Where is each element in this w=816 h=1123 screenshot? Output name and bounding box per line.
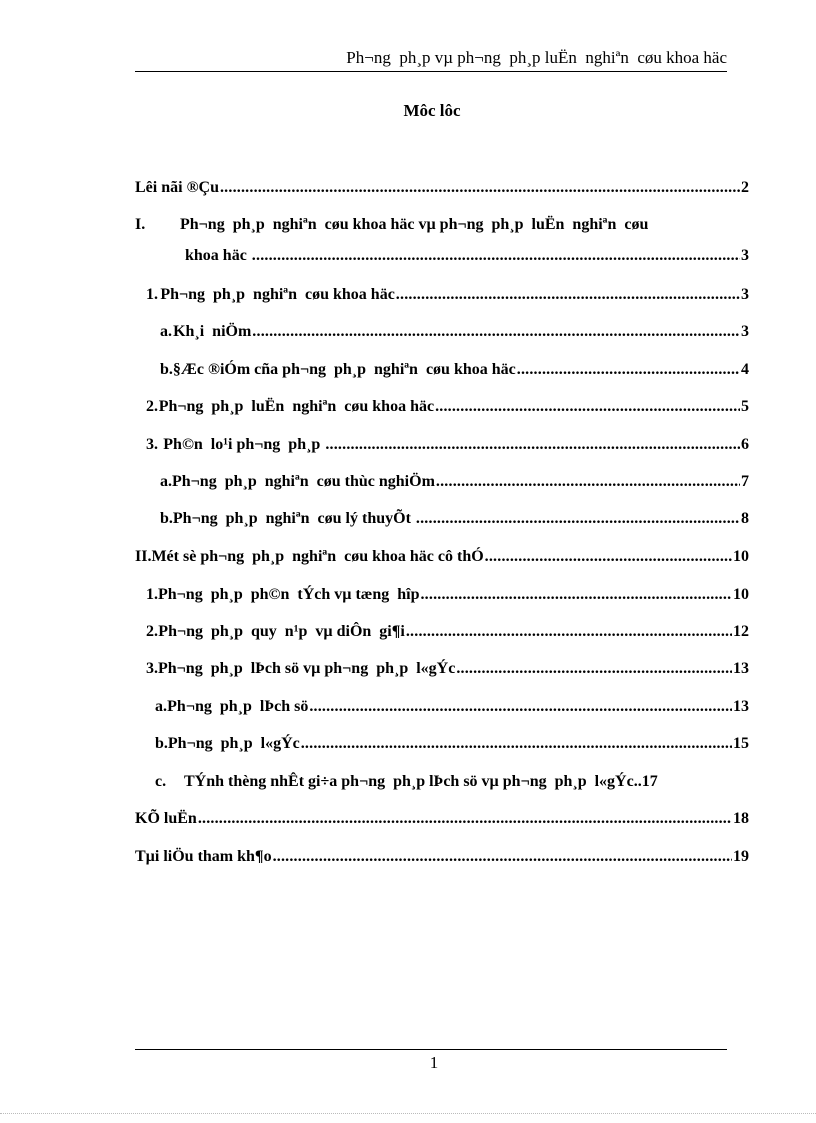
toc-leader-dots [252,322,740,342]
toc-entry-text: KÕ luËn [135,810,197,827]
toc-leader-dots [420,585,732,605]
toc-entry-2-1[interactable] [146,585,749,605]
toc-entry-text: Tµi liÖu tham kh¶o [135,848,272,865]
toc-entry-conclusion[interactable] [135,809,749,829]
toc-entry-2-3[interactable] [146,659,749,679]
page-bottom-dotted-edge [0,1113,816,1114]
toc-entry-1-3-b[interactable] [160,509,749,529]
toc-leader-dots [220,178,740,198]
toc-entry-number: 3. [146,660,158,677]
toc-entry-number: 1. [146,286,158,303]
toc-entry-text: Ph¬ng ph¸p nghiªn cøu khoa häc [160,286,395,303]
toc-entry-page: 17 [641,773,658,790]
toc-entry-number: a. [155,698,167,715]
toc-entry-2-3-a[interactable] [155,697,749,717]
toc-entry-page: 4 [741,361,749,378]
toc-entry-page: 5 [741,398,749,415]
toc-entry-1-1-a[interactable] [160,322,749,342]
toc-leader-dots [309,697,732,717]
toc-entry-1-3-a[interactable] [160,472,749,492]
toc-entry-page: 18 [733,810,749,827]
toc-entry-number: 3. [146,436,158,453]
toc-entry-text: Ph©n lo¹i ph¬ng ph¸p [163,436,325,453]
footer-divider [135,1049,727,1050]
toc-entry-1-1-b[interactable] [160,360,749,380]
toc-entry-text: Ph¬ng ph¸p nghiªn cøu thùc nghiÖm [172,473,435,490]
toc-entry-1-1[interactable] [146,285,749,305]
toc-entry-number: b. [160,361,173,378]
toc-entry-number: 2. [146,623,158,640]
toc-entry-number: c. [155,773,167,790]
page-number: 1 [429,1053,439,1072]
toc-entry-page: 8 [741,510,749,527]
toc-entry-text: Kh¸i niÖm [173,323,252,340]
toc-entry-page: 3 [741,286,749,303]
toc-entry-text: Ph¬ng ph¸p nghiªn cøu khoa häc vµ ph¬ng ph¸p luËn nghiªn cøu [180,216,649,233]
toc-leader-dots [517,360,740,380]
toc-entry-2-3-c[interactable] [155,772,749,792]
toc-entry-section-1-continued[interactable] [185,246,749,266]
toc-entry-section-1[interactable] [135,215,749,235]
toc-entry-page: 12 [733,623,749,640]
toc-entry-references[interactable] [135,847,749,867]
toc-entry-text: Lêi nãi ®Çu [135,179,219,196]
toc-entry-number: b. [160,510,173,527]
toc-entry-2-3-b[interactable] [155,734,749,754]
toc-entry-page: 13 [733,698,749,715]
toc-entry-text: Ph¬ng ph¸p nghiªn cøu lý thuyÕt [172,510,415,527]
toc-entry-page: 13 [733,660,749,677]
toc-entry-section-2[interactable] [135,547,749,567]
toc-entry-text: Ph¬ng ph¸p l«gÝc [167,735,300,752]
toc-entry-page: 6 [741,436,749,453]
toc-entry-number: 1. [146,586,158,603]
toc-leader-dots [406,622,732,642]
toc-leader-dots [485,547,732,567]
toc-entry-page: 19 [733,848,749,865]
toc-leader-dots [301,734,732,754]
toc-entry-preface[interactable] [135,178,749,198]
toc-entry-number: II. [135,548,152,565]
toc-entry-page: 15 [733,735,749,752]
toc-leader-dots [456,659,732,679]
toc-entry-page: 10 [733,548,749,565]
toc-leader-dots [436,472,740,492]
toc-entry-number: a. [160,473,172,490]
toc-entry-text: §Æc ®iÓm cña ph¬ng ph¸p nghiªn cøu khoa häc [172,361,516,378]
toc-entry-page: 10 [733,586,749,603]
toc-leader-dots [396,285,740,305]
toc-entry-1-2[interactable] [146,397,749,417]
toc-entry-number: b. [155,735,168,752]
toc-entry-page: 2 [741,179,749,196]
toc-entry-text: TÝnh thèng nhÊt gi÷a ph¬ng ph¸p lÞch sö vµ ph¬ng ph¸p l«gÝc.. [184,773,642,790]
toc-leader-dots [325,435,740,455]
toc-leader-dots [198,809,732,829]
toc-entry-2-2[interactable] [146,622,749,642]
toc-entry-text: Ph¬ng ph¸p quy n¹p vµ diÔn gi¶i [158,623,405,640]
toc-leader-dots [416,509,740,529]
running-header: Ph¬ng ph¸p vµ ph¬ng ph¸p luËn nghiªn cøu khoa häc [346,48,727,67]
toc-entry-1-3[interactable] [146,435,749,455]
toc-leader-dots [252,246,740,266]
toc-entry-number: I. [135,216,146,233]
toc-entry-page: 3 [741,247,749,264]
toc-entry-page: 3 [741,323,749,340]
toc-leader-dots [273,847,732,867]
toc-entry-text: Mét sè ph¬ng ph¸p nghiªn cøu khoa häc cô thÓ [151,548,484,565]
toc-entry-text: Ph¬ng ph¸p ph©n tÝch vµ tæng hîp [158,586,420,603]
toc-title: Môc lôc [403,101,461,120]
toc-entry-text: Ph¬ng ph¸p luËn nghiªn cøu khoa häc [158,398,435,415]
toc-entry-page: 7 [741,473,749,490]
toc-leader-dots [435,397,740,417]
toc-entry-number: a. [160,323,172,340]
toc-entry-text-continuation: khoa häc [185,247,251,264]
toc-entry-text: Ph¬ng ph¸p lÞch sö [167,698,309,715]
toc-entry-number: 2. [146,398,158,415]
toc-entry-text: Ph¬ng ph¸p lÞch sö vµ ph¬ng ph¸p l«gÝc [158,660,456,677]
